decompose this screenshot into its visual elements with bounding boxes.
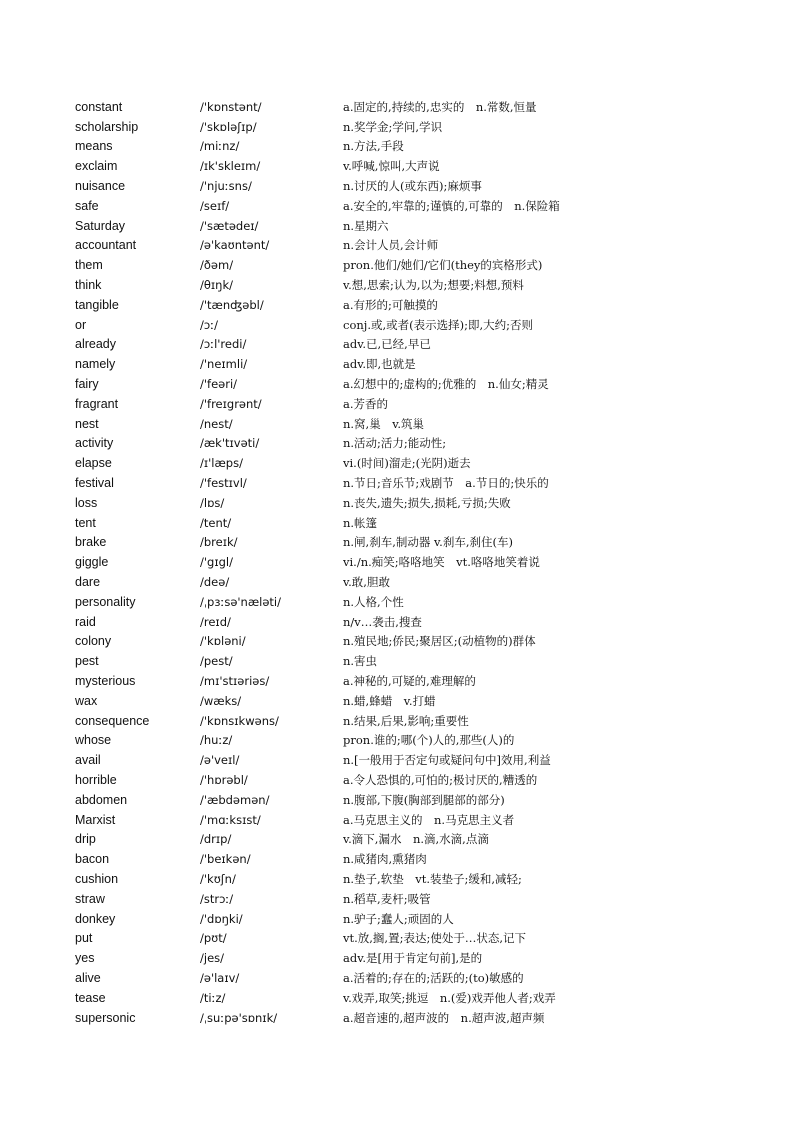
vocab-pronunciation: /mɪ'stɪəriəs/ — [200, 674, 270, 688]
vocab-word: yes — [75, 951, 95, 966]
vocab-pronunciation: /ðəm/ — [200, 258, 234, 273]
vocab-pronunciation: /'kʊʃn/ — [200, 871, 236, 886]
vocab-word: personality — [75, 594, 136, 609]
vocab-pronunciation: /ə'laɪv/ — [200, 970, 240, 985]
vocab-meaning: a.幻想中的;虚构的;优雅的 n.仙女;精灵 — [343, 377, 549, 392]
vocab-row — [75, 889, 775, 909]
vocab-word: avail — [75, 753, 101, 768]
vocab-meaning: n.人格,个性 — [343, 594, 404, 609]
vocab-word: namely — [75, 357, 116, 372]
vocab-meaning: a.有形的;可触摸的 — [343, 297, 438, 312]
vocab-pronunciation: /ɔːl'redi/ — [200, 337, 247, 352]
vocab-word: donkey — [75, 911, 116, 926]
vocab-meaning: conj.或,或者(表示选择);即,大约;否则 — [343, 317, 534, 332]
vocab-pronunciation: /jes/ — [200, 951, 225, 966]
vocab-row — [75, 988, 775, 1008]
vocab-word: them — [75, 258, 103, 273]
vocab-row — [75, 572, 775, 592]
vocab-pronunciation: /'feəri/ — [200, 377, 238, 392]
vocab-row — [75, 849, 775, 869]
vocab-word: nuisance — [75, 179, 126, 194]
vocab-word: drip — [75, 832, 96, 847]
vocab-row — [75, 691, 775, 711]
vocab-row — [75, 493, 775, 513]
vocab-pronunciation: /'kɒnstənt/ — [200, 99, 262, 114]
vocab-pronunciation: /ə'veɪl/ — [200, 753, 240, 768]
vocab-meaning: a.令人恐惧的,可怕的;极讨厌的,糟透的 — [343, 772, 538, 787]
vocab-pronunciation: /'njuːsns/ — [200, 179, 252, 194]
vocab-meaning: n.节日;音乐节;戏剧节 a.节日的;快乐的 — [343, 476, 549, 491]
vocab-pronunciation: /'kɒnsɪkwəns/ — [200, 713, 279, 728]
vocab-meaning: n.窝,巢 v.筑巢 — [343, 416, 425, 431]
vocab-word: festival — [75, 476, 114, 491]
vocab-word: fairy — [75, 377, 99, 392]
vocab-row — [75, 592, 775, 612]
vocab-pronunciation: /'hɒrəbl/ — [200, 772, 248, 787]
vocab-word: activity — [75, 436, 114, 451]
vocab-pronunciation: /'dɒŋki/ — [200, 911, 243, 926]
vocab-meaning: a.固定的,持续的,忠实的 n.常数,恒量 — [343, 99, 537, 114]
vocab-row — [75, 196, 775, 216]
vocab-row — [75, 711, 775, 731]
vocab-word: cushion — [75, 871, 119, 886]
vocab-meaning: n.星期六 — [343, 218, 389, 233]
vocab-meaning: n.咸猪肉,熏猪肉 — [343, 852, 427, 867]
vocab-row — [75, 968, 775, 988]
vocab-word: constant — [75, 99, 123, 114]
vocab-pronunciation: /pest/ — [200, 654, 233, 669]
vocab-row — [75, 156, 775, 176]
vocab-meaning: n.闸,刹车,制动器 v.刹车,刹住(车) — [343, 535, 513, 550]
vocab-meaning: n.奖学金;学问,学识 — [343, 119, 443, 134]
vocab-row — [75, 869, 775, 889]
vocab-word: abdomen — [75, 792, 128, 807]
vocab-word: nest — [75, 416, 99, 431]
vocab-pronunciation: /'tænʤəbl/ — [200, 297, 264, 312]
vocab-word: colony — [75, 634, 112, 649]
vocab-meaning: n.驴子;蠢人;顽固的人 — [343, 911, 454, 926]
vocab-row — [75, 394, 775, 414]
vocab-pronunciation: /ə'kaʊntənt/ — [200, 238, 270, 253]
vocab-pronunciation: /deə/ — [200, 575, 230, 590]
vocab-pronunciation: /strɔː/ — [200, 891, 234, 906]
vocab-word: Saturday — [75, 218, 126, 233]
vocab-row — [75, 750, 775, 770]
vocab-pronunciation: /ɪ'læps/ — [200, 456, 243, 471]
vocab-row — [75, 928, 775, 948]
vocab-row — [75, 909, 775, 929]
vocab-word: pest — [75, 654, 99, 669]
vocab-word: supersonic — [75, 1010, 136, 1025]
vocab-row — [75, 632, 775, 652]
vocab-meaning: n.丧失,遗失;损失,损耗,亏损;失败 — [343, 495, 511, 510]
vocab-word: bacon — [75, 852, 110, 867]
vocab-word: loss — [75, 495, 98, 510]
vocab-meaning: n.蜡,蜂蜡 v.打蜡 — [343, 693, 436, 708]
vocab-meaning: vt.放,搁,置;表达;使处于…状态,记下 — [343, 931, 526, 946]
vocab-word: exclaim — [75, 159, 118, 174]
vocab-row — [75, 335, 775, 355]
vocab-meaning: v.想,思索;认为,以为;想要;料想,预料 — [343, 278, 524, 293]
vocab-word: already — [75, 337, 116, 352]
vocab-row — [75, 414, 775, 434]
vocab-meaning: adv.即,也就是 — [343, 357, 416, 372]
vocab-meaning: v.戏弄,取笑;挑逗 n.(爱)戏弄他人者;戏弄 — [343, 990, 556, 1005]
vocab-row — [75, 236, 775, 256]
vocab-row — [75, 473, 775, 493]
vocab-pronunciation: /seɪf/ — [200, 198, 230, 213]
vocab-row — [75, 513, 775, 533]
vocab-meaning: v.敢,胆敢 — [343, 575, 390, 590]
vocab-pronunciation: /drɪp/ — [200, 832, 232, 847]
vocab-meaning: n.讨厌的人(或东西);麻烦事 — [343, 179, 482, 194]
vocab-meaning: pron.谁的;哪(个)人的,那些(人)的 — [343, 733, 515, 748]
vocab-meaning: a.安全的,牢靠的;谨慎的,可靠的 n.保险箱 — [343, 198, 560, 213]
vocab-row — [75, 176, 775, 196]
vocab-word: elapse — [75, 456, 112, 471]
vocab-row — [75, 295, 775, 315]
vocab-row — [75, 651, 775, 671]
vocab-meaning: n.[一般用于否定句或疑问句中]效用,利益 — [343, 753, 551, 768]
vocab-meaning: n.腹部,下腹(胸部到腿部的部分) — [343, 792, 505, 807]
vocab-word: safe — [75, 198, 99, 213]
vocab-meaning: vi./n.痴笑;咯咯地笑 vt.咯咯地笑着说 — [343, 555, 540, 570]
vocab-pronunciation: /ɪk'skleɪm/ — [200, 159, 261, 174]
vocab-meaning: v.滴下,漏水 n.滴,水滴,点滴 — [343, 832, 489, 847]
vocab-pronunciation: /wæks/ — [200, 693, 242, 708]
vocab-word: wax — [75, 693, 98, 708]
vocab-meaning: n.方法,手段 — [343, 139, 404, 154]
vocab-meaning: n.殖民地;侨民;聚居区;(动植物的)群体 — [343, 634, 536, 649]
vocab-pronunciation: /'skɒləʃɪp/ — [200, 119, 257, 134]
vocab-row — [75, 770, 775, 790]
vocab-row — [75, 552, 775, 572]
vocab-pronunciation: /reɪd/ — [200, 614, 231, 629]
vocab-word: think — [75, 278, 102, 293]
vocab-row — [75, 671, 775, 691]
vocab-meaning: n.害虫 — [343, 654, 378, 669]
vocab-word: tangible — [75, 297, 119, 312]
vocab-meaning: n.垫子,软垫 vt.装垫子;缓和,减轻; — [343, 871, 522, 886]
vocab-word: Marxist — [75, 812, 116, 827]
vocab-meaning: n.会计人员,会计师 — [343, 238, 439, 253]
vocab-pronunciation: /'æbdəmən/ — [200, 792, 270, 807]
vocab-pronunciation: /'beɪkən/ — [200, 852, 251, 867]
vocab-meaning: a.马克思主义的 n.马克思主义者 — [343, 812, 515, 827]
vocab-word: fragrant — [75, 396, 119, 411]
vocab-pronunciation: /æk'tɪvəti/ — [200, 436, 260, 451]
vocab-row — [75, 275, 775, 295]
vocab-row — [75, 1008, 775, 1028]
vocab-pronunciation: /huːz/ — [200, 733, 233, 748]
vocab-row — [75, 810, 775, 830]
vocab-pronunciation: /miːnz/ — [200, 139, 240, 154]
vocab-row — [75, 97, 775, 117]
vocab-word: scholarship — [75, 119, 139, 134]
vocab-word: put — [75, 931, 93, 946]
vocab-meaning: adv.已,已经,早已 — [343, 337, 431, 352]
vocab-pronunciation: /pʊt/ — [200, 931, 227, 946]
vocab-pronunciation: /ˌsuːpə'sɒnɪk/ — [200, 1010, 278, 1025]
vocab-row — [75, 948, 775, 968]
vocab-pronunciation: /nest/ — [200, 416, 233, 431]
vocab-row — [75, 216, 775, 236]
vocab-pronunciation: /ɔː/ — [200, 317, 218, 332]
vocab-word: brake — [75, 535, 107, 550]
vocab-word: tease — [75, 990, 106, 1005]
vocab-word: alive — [75, 970, 101, 985]
vocab-word: tent — [75, 515, 96, 530]
vocab-word: accountant — [75, 238, 137, 253]
vocab-pronunciation: /'gɪgl/ — [200, 555, 233, 570]
vocab-row — [75, 434, 775, 454]
vocab-pronunciation: /'freɪgrənt/ — [200, 396, 262, 411]
vocab-word: consequence — [75, 713, 150, 728]
vocab-pronunciation: /tiːz/ — [200, 990, 226, 1005]
vocab-pronunciation: /breɪk/ — [200, 535, 238, 550]
vocab-meaning: a.超音速的,超声波的 n.超声波,超声频 — [343, 1010, 545, 1025]
vocab-meaning: a.神秘的,可疑的,难理解的 — [343, 674, 476, 688]
vocab-pronunciation: /'mɑːksɪst/ — [200, 812, 261, 827]
vocab-meaning: a.活着的;存在的;活跃的;(to)敏感的 — [343, 970, 524, 985]
vocab-pronunciation: /'sætədeɪ/ — [200, 218, 259, 233]
vocab-meaning: n.结果,后果,影响;重要性 — [343, 713, 469, 728]
vocab-row — [75, 354, 775, 374]
vocab-row — [75, 829, 775, 849]
vocab-word: means — [75, 139, 113, 154]
vocab-meaning: n.稻草,麦杆;吸管 — [343, 891, 431, 906]
vocab-word: dare — [75, 575, 101, 590]
vocab-word: or — [75, 317, 87, 332]
vocab-row — [75, 453, 775, 473]
vocab-meaning: adv.是[用于肯定句前],是的 — [343, 951, 483, 966]
vocab-word: raid — [75, 614, 96, 629]
vocab-row — [75, 255, 775, 275]
vocab-pronunciation: /θɪŋk/ — [200, 278, 234, 293]
vocab-meaning: vi.(时间)溜走;(光阴)逝去 — [343, 456, 471, 471]
vocab-row — [75, 137, 775, 157]
vocab-row — [75, 533, 775, 553]
vocab-meaning: n/v…袭击,搜查 — [343, 614, 422, 629]
vocabulary-list — [75, 97, 775, 1027]
vocab-word: horrible — [75, 772, 117, 787]
vocab-word: straw — [75, 891, 105, 906]
vocab-row — [75, 790, 775, 810]
vocab-row — [75, 374, 775, 394]
vocab-row — [75, 117, 775, 137]
vocab-pronunciation: /tent/ — [200, 515, 232, 530]
vocab-row — [75, 612, 775, 632]
vocab-pronunciation: /lɒs/ — [200, 495, 225, 510]
vocab-meaning: pron.他们/她们/它们(they的宾格形式) — [343, 258, 543, 273]
vocab-row — [75, 315, 775, 335]
vocab-pronunciation: /ˌpɜːsə'næləti/ — [200, 594, 281, 609]
vocab-meaning: a.芳香的 — [343, 396, 389, 411]
vocab-meaning: n.帐篷 — [343, 515, 378, 530]
vocab-row — [75, 731, 775, 751]
vocab-meaning: v.呼喊,惊叫,大声说 — [343, 159, 440, 174]
vocab-word: giggle — [75, 555, 109, 570]
vocab-pronunciation: /'kɒləni/ — [200, 634, 246, 649]
vocab-meaning: n.活动;活力;能动性; — [343, 436, 447, 451]
vocab-pronunciation: /'festɪvl/ — [200, 476, 247, 491]
vocab-pronunciation: /'neɪmli/ — [200, 357, 248, 372]
vocab-word: whose — [75, 733, 112, 748]
vocab-word: mysterious — [75, 674, 136, 688]
